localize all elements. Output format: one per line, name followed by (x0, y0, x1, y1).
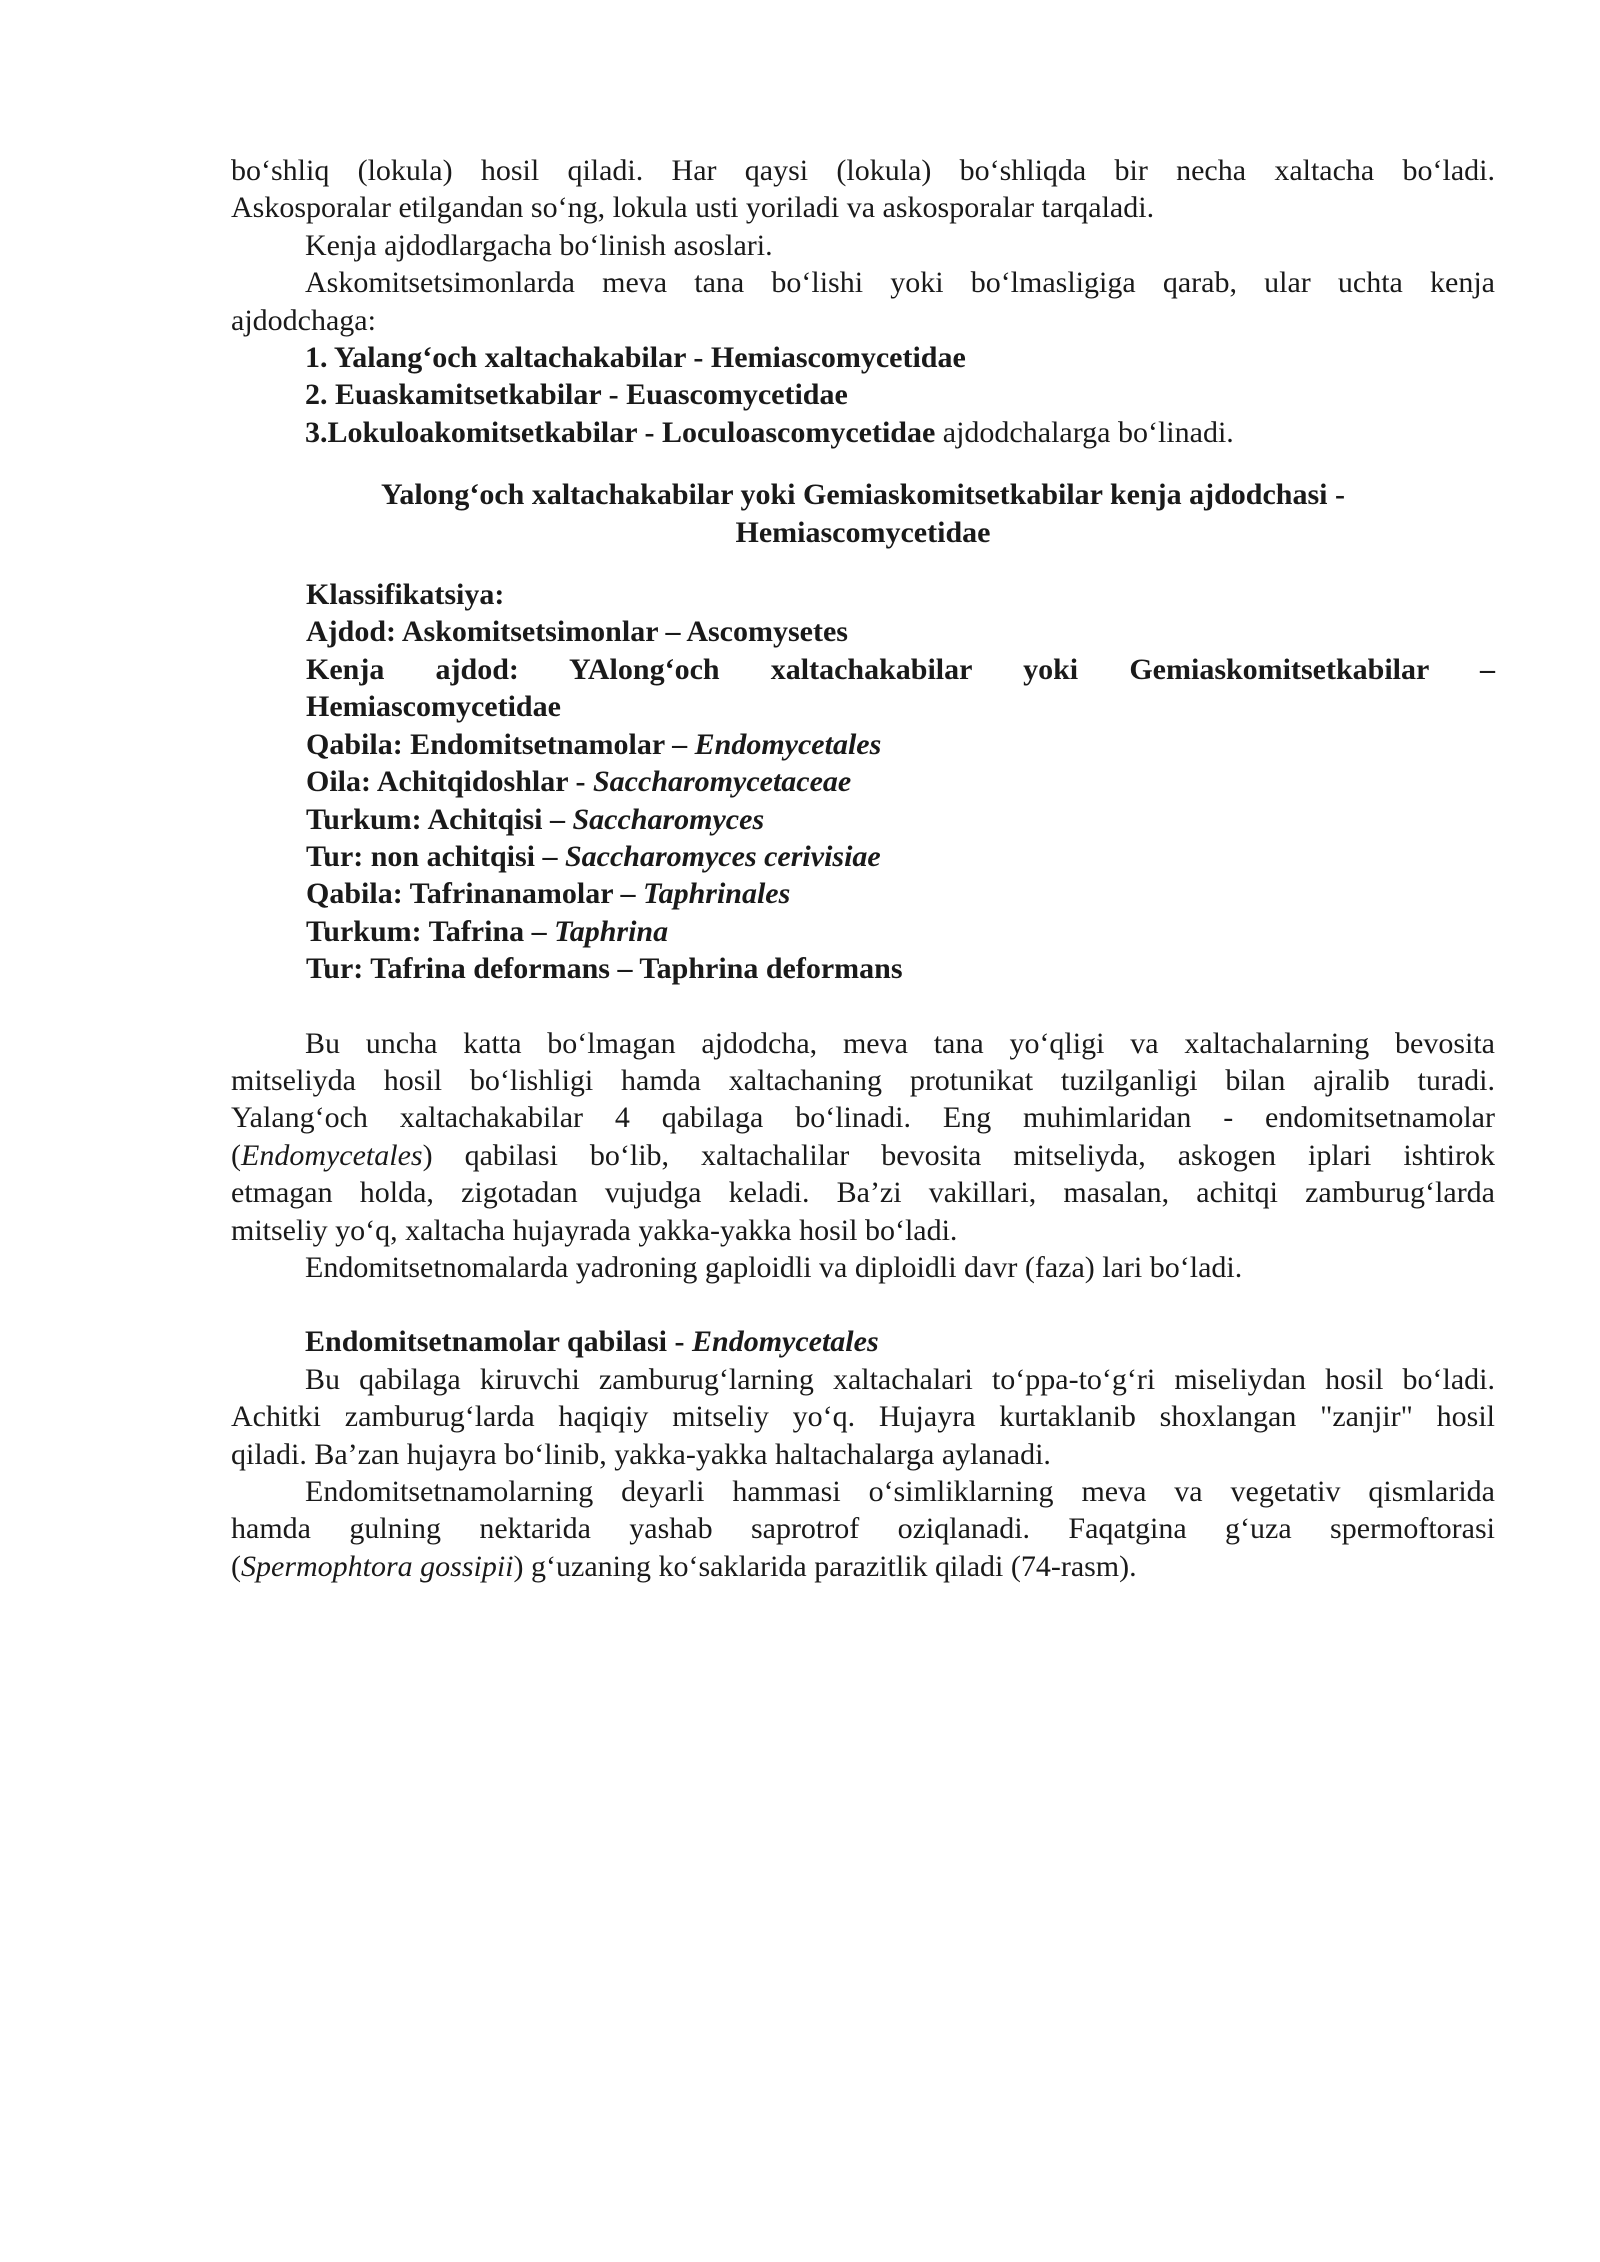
text-line: hamda gulning nektarida yashab saprotrof oziqlanadi. Faqatgina g‘uza spermoftorasi (231, 1512, 1495, 1546)
latin-name: Spermophtora gossipii (241, 1549, 514, 1583)
classification-row: Kenja ajdod: YAlong‘och xaltachakabilar yoki Gemiaskomitsetkabilar – (306, 652, 1495, 686)
classification-row: Ajdod: Askomitsetsimonlar – Ascomysetes (306, 615, 848, 649)
text-line: ajdodchaga: (231, 303, 376, 337)
text-fragment: ) g‘uzaning ko‘saklarida parazitlik qiladi (74-rasm). (513, 1549, 1137, 1583)
classification-row: Hemiascomycetidae (306, 690, 561, 724)
text-line: Askomitsetsimonlarda meva tana bo‘lishi yoki bo‘lmasligiga qarab, ular uchta kenja (305, 266, 1495, 300)
latin-name: Endomycetales (692, 1325, 879, 1359)
text-line (231, 1137, 1495, 1174)
spacer (231, 988, 1495, 1025)
spacer (231, 451, 1495, 476)
section-title-bold: Endomitsetnamolar qabilasi - (305, 1325, 692, 1359)
text-fragment: ( (231, 1138, 241, 1172)
rank-label: Tur: non achitqisi – (306, 839, 565, 873)
section-heading: Yalong‘och xaltachakabilar yoki Gemiaskomitsetkabilar kenja ajdodchasi - (381, 478, 1345, 512)
rank-label: Oila: Achitqidoshlar - (306, 765, 593, 799)
rank-label: Qabila: Endomitsetnamolar – (306, 727, 695, 761)
spacer (231, 551, 1495, 576)
latin-name: Taphrina (554, 914, 669, 948)
classification-row (231, 726, 1495, 763)
text-line: Bu qabilaga kiruvchi zamburug‘larning xaltachalari to‘ppa-to‘g‘ri miseliydan hosil bo‘ladi. (305, 1362, 1495, 1396)
classification-row (231, 838, 1495, 875)
classification-row (231, 763, 1495, 800)
classification-row (231, 801, 1495, 838)
text-line: Achitki zamburug‘larda haqiqiy mitseliy yo‘q. Hujayra kurtaklanib shoxlangan "zanjir" hosil (231, 1400, 1495, 1434)
classification-row (231, 913, 1495, 950)
text-line: mitseliy yo‘q, xaltacha hujayrada yakka-yakka hosil bo‘ladi. (231, 1213, 958, 1247)
section-title (231, 1323, 1495, 1360)
list-item-bold: 3.Lokuloakomitsetkabilar - Loculoascomycetidae (305, 415, 936, 449)
classification-title: Klassifikatsiya: (306, 578, 505, 612)
document-page (231, 152, 1495, 1585)
list-item: 1. Yalang‘och xaltachakabilar - Hemiascomycetidae (305, 341, 966, 375)
rank-label: Qabila: Tafrinanamolar – (306, 877, 644, 911)
text-fragment: ( (231, 1549, 241, 1583)
list-item: 2. Euaskamitsetkabilar - Euascomycetidae (305, 378, 848, 412)
list-item (231, 414, 1495, 451)
text-line: bo‘shliq (lokula) hosil qiladi. Har qaysi (lokula) bo‘shliqda bir necha xaltacha bo‘ladi. (231, 154, 1495, 187)
text-line: Askosporalar etilgandan so‘ng, lokula usti yoriladi va askosporalar tarqaladi. (231, 191, 1155, 225)
text-line: Kenja ajdodlargacha bo‘linish asoslari. (305, 228, 773, 262)
text-line: etmagan holda, zigotadan vujudga keladi. Ba’zi vakillari, masalan, achitqi zamburug‘larda (231, 1176, 1495, 1210)
latin-name: Saccharomycetaceae (593, 765, 852, 799)
classification-row (231, 875, 1495, 912)
latin-name: Saccharomyces (572, 802, 765, 836)
text-line (231, 1548, 1495, 1585)
section-heading: Hemiascomycetidae (735, 515, 991, 549)
text-line: Endomitsetnomalarda yadroning gaploidli va diploidli davr (faza) lari bo‘ladi. (305, 1250, 1243, 1284)
text-line: Yalang‘och xaltachakabilar 4 qabilaga bo‘linadi. Eng muhimlaridan - endomitsetnamolar (231, 1101, 1495, 1135)
text-line: Endomitsetnamolarning deyarli hammasi o‘simliklarning meva va vegetativ qismlarida (305, 1475, 1495, 1508)
spacer (231, 1286, 1495, 1323)
latin-name: Endomycetales (241, 1138, 423, 1172)
latin-name: Saccharomyces cerivisiae (564, 839, 881, 873)
latin-name: Taphrinales (643, 877, 791, 911)
text-line: mitseliyda hosil bo‘lishligi hamda xaltachaning protunikat tuzilganligi bilan ajralib turadi. (231, 1063, 1495, 1097)
classification-row: Tur: Tafrina deformans – Taphrina deformans (306, 952, 903, 986)
text-fragment: ) qabilasi bo‘lib, xaltachalilar bevosita mitseliyda, askogen iplari ishtirok (422, 1138, 1495, 1172)
latin-name: Endomycetales (694, 727, 882, 761)
list-item-rest: ajdodchalarga bo‘linadi. (935, 415, 1234, 449)
rank-label: Turkum: Tafrina – (306, 914, 555, 948)
text-line: Bu uncha katta bo‘lmagan ajdodcha, meva tana yo‘qligi va xaltachalarning bevosita (305, 1026, 1495, 1060)
text-line: qiladi. Ba’zan hujayra bo‘linib, yakka-yakka haltachalarga aylanadi. (231, 1437, 1051, 1471)
rank-label: Turkum: Achitqisi – (306, 802, 573, 836)
